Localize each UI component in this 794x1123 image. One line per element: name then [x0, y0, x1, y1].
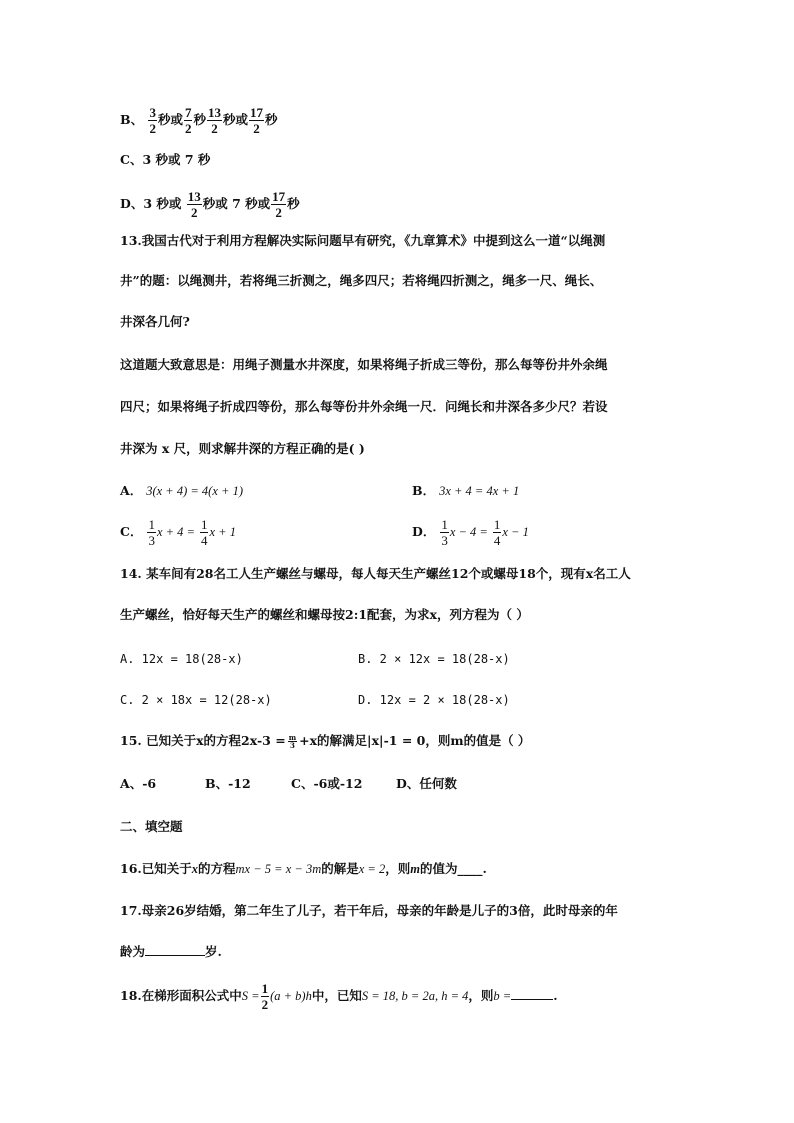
q16 [120, 860, 487, 878]
q13-line-3: 井深各几何? [120, 314, 190, 329]
fraction [184, 106, 193, 135]
fraction [200, 518, 209, 547]
numerator: 1 [493, 517, 501, 532]
equation: mx − 5 = x − 3m [235, 862, 322, 876]
variable: m [410, 862, 420, 876]
fraction [207, 106, 222, 135]
text: 18.在梯形面积公式中 [120, 988, 242, 1003]
fraction [148, 106, 157, 135]
option-label: D． [412, 524, 436, 539]
q17-line-1: 17.母亲26岁结婚，第二年生了儿子，若干年后，母亲的年龄是儿子的3倍，此时母亲的年 [120, 903, 618, 918]
q13-line-6: 井深为 x 尺，则求解井深的方程正确的是( ) [120, 441, 365, 456]
q14-option-a: A. 12x = 18(28-x) [120, 652, 243, 666]
text: ，则 [385, 861, 411, 876]
q12-option-d [120, 190, 300, 219]
q14-line-2: 生产螺丝，恰好每天生产的螺丝和螺母按2:1配套，为求x，列方程为（ ） [120, 607, 529, 622]
numerator: 1 [200, 517, 208, 532]
numerator: 1 [148, 517, 155, 532]
option-label: C． [120, 524, 143, 539]
denominator: 3 [148, 533, 155, 548]
denominator: 3 [441, 533, 448, 548]
denominator: 4 [493, 533, 501, 548]
equation-part: x − 4 = [449, 525, 488, 539]
text: 秒或 7 秒或 [202, 196, 271, 211]
numerator: 13 [187, 189, 201, 204]
equation-part: b = [493, 989, 512, 1003]
q13-line-2: 井”的题：以绳测井，若将绳三折测之，绳多四尺；若将绳四折测之，绳多一尺、绳长、 [120, 273, 603, 288]
q12-option-c: C、3 秒或 7 秒 [120, 152, 211, 167]
equation-part: S = [241, 989, 260, 1003]
text: . [553, 988, 558, 1003]
text: 秒 [287, 196, 300, 211]
denominator: 2 [184, 121, 192, 136]
option-label: A． [120, 483, 143, 498]
denominator: 2 [253, 121, 260, 136]
q13-option-b [412, 482, 519, 500]
option-label: B． [412, 483, 436, 498]
q13-option-c [120, 518, 236, 547]
equation: x = 2 [358, 862, 386, 876]
equation: 3(x + 4) = 4(x + 1) [146, 484, 243, 498]
answer-blank[interactable] [511, 987, 553, 1000]
text: 16.已知关于 [120, 861, 192, 876]
q13-line-4: 这道题大致意思是：用绳子测量水井深度，如果将绳子折成三等份，那么每等份井外余绳 [120, 357, 608, 372]
fraction [261, 982, 270, 1011]
numerator: 7 [184, 105, 192, 120]
equation-part: x + 4 = [156, 525, 195, 539]
fraction [249, 106, 264, 135]
q14-option-c: C. 2 × 18x = 12(28-x) [120, 693, 272, 707]
q12-option-b [120, 106, 278, 135]
q15-option-a: A、-6 [120, 776, 157, 791]
text: 秒或 [157, 112, 183, 127]
text: 岁. [205, 944, 222, 959]
fraction [440, 518, 449, 547]
numerator: 3 [149, 105, 156, 120]
stem-text: +x的解满足|x|-1 = 0，则m的值是（ ） [299, 733, 531, 748]
equation: S = 18, b = 2a, h = 4 [361, 989, 469, 1003]
q15-option-b: B、-12 [205, 776, 251, 791]
numerator: 17 [249, 105, 263, 120]
fraction [147, 518, 156, 547]
text: 秒 [193, 112, 206, 127]
fraction [271, 190, 286, 219]
option-label: B、 [120, 112, 144, 127]
denominator: 2 [275, 205, 282, 220]
numerator: 1 [441, 517, 448, 532]
text: 中，已知 [311, 988, 362, 1003]
denominator: 2 [211, 121, 218, 136]
q15-option-d: D、任何数 [396, 776, 457, 791]
q14-line-1: 14. 某车间有28名工人生产螺丝与螺母，每人每天生产螺丝12个或螺母18个，现有x名工人 [120, 566, 631, 581]
equation-part: x + 1 [209, 525, 236, 539]
variable: x [191, 862, 198, 876]
stem-text: 15. 已知关于x的方程2x-3 = [120, 733, 286, 748]
denominator: 4 [200, 533, 208, 548]
q17-line-2 [120, 943, 222, 961]
fraction [493, 518, 502, 547]
fraction [288, 734, 297, 749]
text: 龄为 [120, 944, 146, 959]
text: 的方程 [198, 861, 236, 876]
text: 秒或 [222, 112, 248, 127]
q13-option-a [120, 482, 243, 500]
denominator: 2 [191, 205, 198, 220]
numerator: 1 [261, 981, 269, 996]
denominator: 3 [289, 741, 295, 750]
q13-line-5: 四尺；如果将绳子折成四等份，那么每等份井外余绳一尺．问绳长和井深各多少尺？若设 [120, 399, 608, 414]
denominator: 2 [261, 997, 269, 1012]
answer-blank[interactable] [145, 943, 205, 956]
equation-part: (a + b)h [270, 989, 312, 1003]
q15-option-c: C、-6或-12 [291, 776, 363, 791]
text: ，则 [468, 988, 494, 1003]
numerator: m [288, 733, 297, 742]
text: 秒 [264, 112, 278, 127]
q15-stem [120, 732, 530, 750]
q18 [120, 982, 558, 1011]
q14-option-d: D. 12x = 2 × 18(28-x) [358, 693, 510, 707]
q13-line-1: 13.我国古代对于利用方程解决实际问题早有研究，《九章算术》中提到这么一道“以绳测 [120, 233, 606, 248]
text: 的值为____. [419, 861, 487, 876]
q14-option-b: B. 2 × 12x = 18(28-x) [358, 652, 510, 666]
text: 的解是 [321, 861, 359, 876]
numerator: 17 [272, 189, 286, 204]
denominator: 2 [149, 121, 156, 136]
section-title: 二、填空题 [120, 819, 183, 834]
equation-part: x − 1 [502, 525, 529, 539]
fraction [187, 190, 202, 219]
option-label: D、3 秒或 [120, 196, 182, 211]
q13-option-d [412, 518, 529, 547]
numerator: 13 [207, 105, 221, 120]
equation: 3x + 4 = 4x + 1 [439, 484, 520, 498]
